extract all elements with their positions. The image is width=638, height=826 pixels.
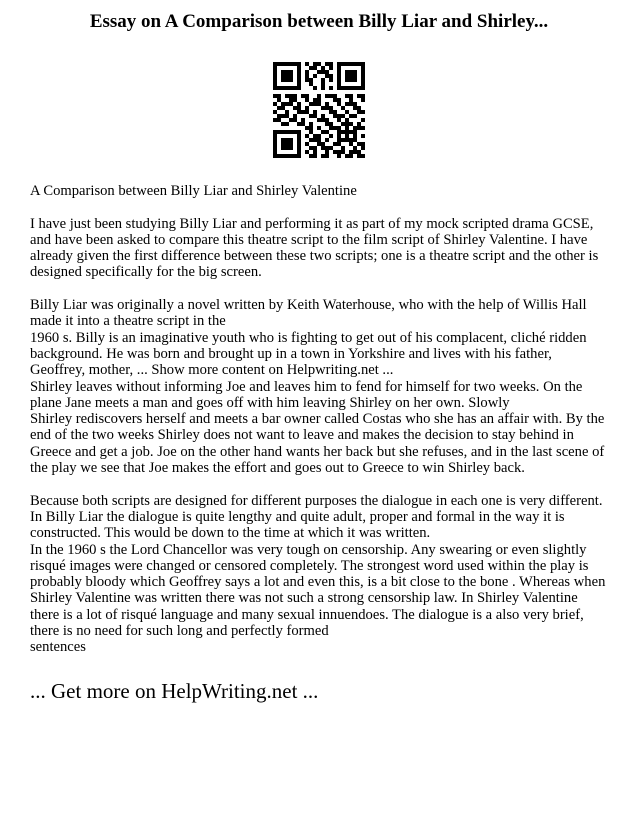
get-more-link[interactable]: ... Get more on HelpWriting.net ...	[30, 679, 319, 703]
essay-heading: A Comparison between Billy Liar and Shirley Valentine	[30, 183, 357, 199]
document-title: Essay on A Comparison between Billy Liar and Shirley...	[89, 11, 549, 32]
paragraph-2-line-3: Shirley leaves without informing Joe and leaves him to fend for himself for two weeks. On the plane Jane meets a man and goes off with him leaving Shirley on her own. Slowly	[30, 378, 583, 411]
essay-paragraph-3	[30, 493, 610, 656]
qr-code-icon	[273, 62, 365, 158]
essay-paragraph-1: I have just been studying Billy Liar and performing it as part of my mock scripted drama GCSE, and have been asked to compare this theatre script to the film script of Shirley Valentine. I have already given the first difference between these two scripts; one is a theatre script and the other is designed specifically for the big screen.	[30, 215, 599, 281]
paragraph-2-line-4: Shirley rediscovers herself and meets a bar owner called Costas who she has an affair with. By the end of the two weeks Shirley does not want to leave and makes the decision to stay behind in Greece and get a job. Joe on the other hand wants her back but she refuses, and in the last scene of the play we see that Joe makes the effort and goes out to Greece to win Shirley back.	[30, 411, 605, 477]
paragraph-3-line-3: sentences	[30, 639, 86, 656]
paragraph-2-line-2: 1960 s. Billy is an imaginative youth who is fighting to get out of his complacent, cliché ridden background. He was born and brought up in a town in Yorkshire and lives with his father, Geoffrey, mother, ... Show more content on Helpwriting.net ...	[30, 329, 587, 379]
paragraph-3-line-2: In the 1960 s the Lord Chancellor was very tough on censorship. Any swearing or even slightly risqué images were changed or censored completely. The strongest word used within the play is probably bloody which Geoffrey says a lot and even this, is a bit close to the bone . Whereas when Shirley Valentine was written there was not such a strong censorship law. In Shirley Valentine there is a lot of risqué language and many sexual innuendoes. The dialogue is a also very brief, there is no need for such long and perfectly formed	[30, 541, 606, 640]
qr-code-graphic	[273, 62, 365, 158]
essay-body	[30, 183, 610, 672]
essay-paragraph-2	[30, 297, 610, 476]
paragraph-3-line-1: Because both scripts are designed for different purposes the dialogue in each one is very different. In Billy Liar the dialogue is quite lengthy and quite adult, proper and formal in the way it is constructed. This would be down to the time at which it was written.	[30, 492, 603, 542]
paragraph-2-line-1: Billy Liar was originally a novel written by Keith Waterhouse, who with the help of Willis Hall made it into a theatre script in the	[30, 297, 587, 330]
